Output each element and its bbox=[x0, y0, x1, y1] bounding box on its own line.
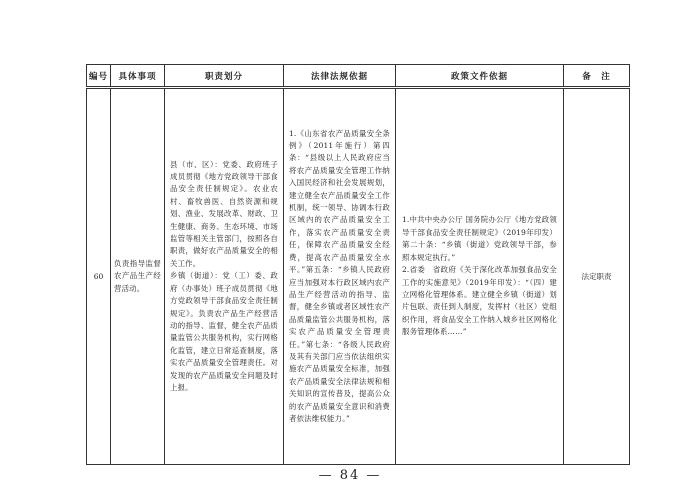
row-duties bbox=[165, 88, 284, 465]
row-item: 负责指导监督农产品生产经营活动。 bbox=[111, 88, 165, 465]
duties-township: 乡镇（街道）：党（工）委、政府（办事处）班子成员贯彻《地方党政领导干部食品安全责任制规定》。负责农产品生产经营活动的指导、监督，健全农产品质量监管公共服务机构，实行网格化监管，建立日常巡查制度，落实农产品质量安全管理责任。对发现的农产品质量安全问题及时上报。 bbox=[170, 271, 278, 392]
duties-county: 县（市、区）：党委、政府班子成员贯彻《地方党政领导干部食品安全责任制规定》。农业农村、畜牧兽医、自然资源和规划、渔业、发展改革、财政、卫生健康、商务、生态环境、市场监管等相关主管部门，按照各自职责，做好农产品质量安全的相关工作。 bbox=[170, 159, 278, 268]
row-number: 60 bbox=[87, 88, 111, 465]
header-item: 具体事项 bbox=[111, 65, 165, 88]
table-row bbox=[87, 88, 630, 465]
row-remark: 法定职责 bbox=[564, 88, 630, 465]
law-clause-1: 1.《山东省农产品质量安全条例》（2011年施行）第四条：“县级以上人民政府应当将农产品质量安全管理工作纳入国民经济和社会发展规划，建立健全农产品质量安全工作机制，统一领导、协调本行政区域内的农产品质量安全工作，落实农产品质量安全责任，保障农产品质量安全经费，提高农产品质量安全水平。”第五条：“乡镇人民政府应当加强对本行政区域内农产品生产经营活动的指导、监督，健全乡镇或者区域性农产品质量监管公共服务机构，落实农产品质量安全管理责任。”第七条：“各级人民政府及其有关部门应当依法组织实施农产品质量安全标准，加强农产品质量安全法律法规和相关知识的宣传普及，提高公众的农产品质量安全意识和消费者依法维权能力。” bbox=[289, 128, 390, 423]
row-laws bbox=[284, 88, 396, 465]
header-remark: 备 注 bbox=[564, 65, 630, 88]
policy-clause-1: 1.中共中央办公厅 国务院办公厅《地方党政领导干部食品安全责任制规定》（2019年印发）第二十条：“乡镇（街道）党政领导干部，参照本规定执行。” bbox=[402, 215, 557, 262]
header-duties: 职责划分 bbox=[165, 65, 284, 88]
header-number: 编号 bbox=[87, 65, 111, 88]
table-header-row bbox=[87, 65, 630, 88]
row-policies bbox=[396, 88, 564, 465]
header-laws: 法律法规依据 bbox=[284, 65, 396, 88]
header-policies: 政策文件依据 bbox=[396, 65, 564, 88]
page-number: — 84 — bbox=[318, 468, 382, 483]
policy-clause-2: 2.省委 省政府《关于深化改革加强食品安全工作的实施意见》（2019年印发）：“（四）建立网格化管理体系。建立健全乡镇（街道）划片包联、责任到人制度，发挥村（社区）党组织作用，将食品安全工作纳入城乡社区网格化服务管理体系……” bbox=[402, 265, 557, 337]
responsibility-table bbox=[86, 64, 630, 465]
